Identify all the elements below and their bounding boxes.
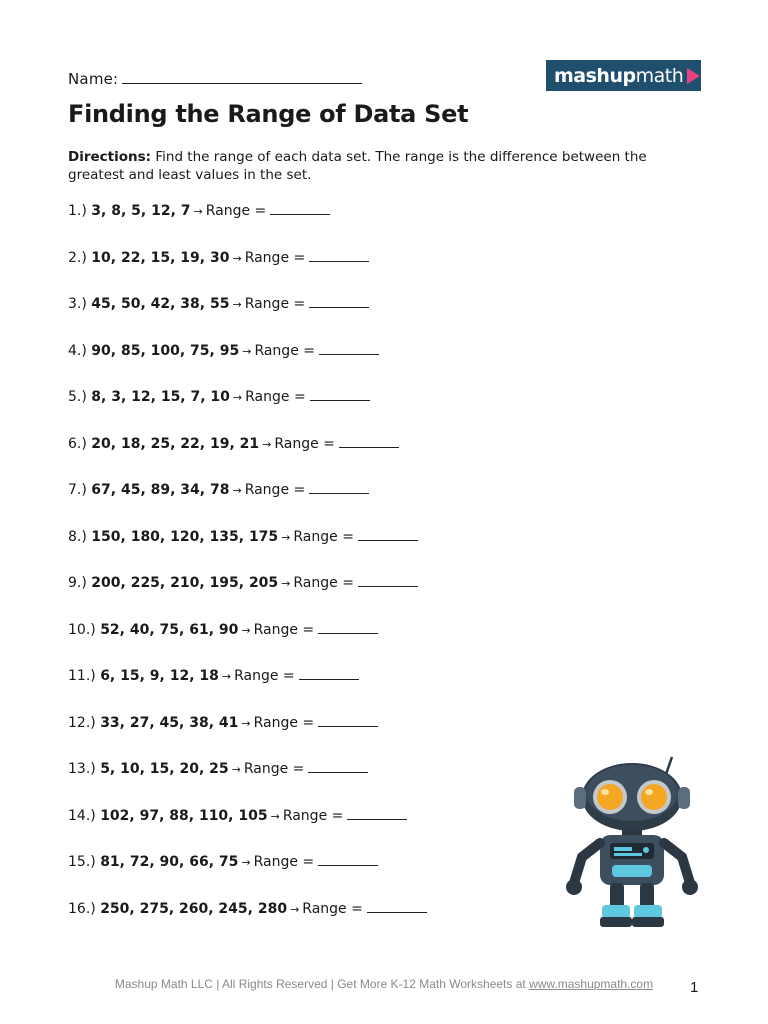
answer-blank[interactable] (319, 342, 379, 355)
problem-number: 6.) (68, 435, 87, 452)
problem-number: 8.) (68, 528, 87, 545)
arrow-icon: → (242, 344, 252, 358)
problem-number: 14.) (68, 807, 96, 824)
answer-blank[interactable] (309, 481, 369, 494)
arrow-icon: → (241, 856, 251, 869)
arrow-icon: → (232, 298, 242, 311)
problem-values: 150, 180, 120, 135, 175 (91, 528, 279, 545)
problem-item (68, 853, 427, 900)
problem-number: 10.) (68, 621, 96, 638)
arrow-icon: → (241, 716, 251, 730)
arrow-icon: → (193, 205, 203, 218)
problem-values: 10, 22, 15, 19, 30 (91, 249, 230, 266)
problem-number: 11.) (68, 668, 96, 684)
robot-illustration (560, 755, 710, 935)
range-label: Range = (244, 482, 306, 498)
problem-item (68, 481, 427, 528)
problem-number: 16.) (68, 900, 96, 917)
robot-arm-left (574, 843, 600, 883)
name-blank[interactable] (122, 70, 362, 84)
problem-values: 250, 275, 260, 245, 280 (100, 900, 288, 917)
problem-number: 15.) (68, 854, 96, 870)
range-label: Range = (243, 761, 305, 777)
answer-blank[interactable] (367, 900, 427, 913)
arrow-icon: → (262, 437, 272, 451)
robot-ear-right (678, 787, 690, 809)
directions-label: Directions: (68, 149, 152, 165)
problem-item (68, 900, 427, 947)
logo-bold: mashup (554, 64, 636, 87)
arrow-icon: → (221, 670, 232, 683)
problem-item (68, 388, 427, 435)
range-label: Range = (254, 342, 315, 359)
name-field-line (68, 70, 362, 88)
arrow-icon: → (281, 577, 291, 590)
range-label: Range = (205, 203, 267, 219)
arrow-icon: → (241, 623, 251, 637)
play-triangle-icon (687, 68, 700, 84)
problem-values: 33, 27, 45, 38, 41 (100, 714, 239, 731)
problem-values: 52, 40, 75, 61, 90 (100, 621, 239, 638)
problem-item (68, 295, 427, 342)
problem-item (68, 807, 427, 854)
arrow-icon: → (232, 391, 243, 404)
range-label: Range = (253, 854, 315, 870)
footer (0, 977, 768, 991)
problem-values: 102, 97, 88, 110, 105 (100, 807, 268, 824)
problem-number: 3.) (68, 296, 87, 312)
range-label: Range = (245, 389, 306, 405)
answer-blank[interactable] (318, 621, 378, 634)
problem-number: 7.) (68, 482, 87, 498)
problem-values: 8, 3, 12, 15, 7, 10 (91, 389, 230, 405)
arrow-icon: → (290, 902, 300, 916)
answer-blank[interactable] (358, 528, 418, 541)
range-label: Range = (253, 714, 315, 731)
logo-regular: math (635, 64, 684, 87)
range-label: Range = (293, 528, 354, 545)
range-label: Range = (244, 296, 306, 312)
problem-item (68, 714, 427, 761)
problem-values: 81, 72, 90, 66, 75 (100, 854, 239, 870)
answer-blank[interactable] (308, 760, 368, 773)
problem-number: 1.) (68, 203, 87, 219)
problem-values: 45, 50, 42, 38, 55 (91, 296, 230, 312)
problem-values: 20, 18, 25, 22, 19, 21 (91, 435, 260, 452)
range-label: Range = (302, 900, 363, 917)
problem-values: 6, 15, 9, 12, 18 (100, 668, 219, 684)
problem-item (68, 202, 427, 249)
mashup-math-logo (546, 60, 701, 91)
arrow-icon: → (281, 530, 291, 544)
range-label: Range = (274, 435, 335, 452)
answer-blank[interactable] (318, 714, 378, 727)
logo-text (554, 65, 683, 87)
problem-number: 2.) (68, 249, 87, 266)
arrow-icon: → (231, 763, 241, 776)
problem-number: 13.) (68, 761, 96, 777)
arrow-icon: → (232, 484, 242, 497)
answer-blank[interactable] (299, 667, 359, 680)
answer-blank[interactable] (339, 435, 399, 448)
answer-blank[interactable] (309, 249, 369, 262)
problem-item (68, 342, 427, 389)
answer-blank[interactable] (347, 807, 407, 820)
robot-ear-left (574, 787, 586, 809)
problem-values: 200, 225, 210, 195, 205 (91, 575, 279, 591)
range-label: Range = (234, 668, 295, 684)
range-label: Range = (253, 621, 315, 638)
arrow-icon: → (270, 809, 280, 823)
robot-body (600, 835, 664, 885)
problem-number: 12.) (68, 714, 96, 731)
answer-blank[interactable] (318, 853, 378, 866)
problem-item (68, 574, 427, 621)
directions-text: Find the range of each data set. The range is the difference between the greatest and least values in the set. (68, 149, 647, 183)
problem-values: 5, 10, 15, 20, 25 (100, 761, 229, 777)
problem-values: 67, 45, 89, 34, 78 (91, 482, 230, 498)
problem-values: 90, 85, 100, 75, 95 (91, 342, 240, 359)
name-label: Name: (68, 70, 119, 88)
problem-values: 3, 8, 5, 12, 7 (91, 203, 191, 219)
problem-item (68, 528, 427, 575)
robot-arm-right (664, 843, 690, 883)
problem-item (68, 621, 427, 668)
answer-blank[interactable] (270, 202, 330, 215)
answer-blank[interactable] (310, 388, 370, 401)
range-label: Range = (244, 249, 306, 266)
footer-link[interactable]: www.mashupmath.com (529, 977, 654, 991)
footer-text: Mashup Math LLC | All Rights Reserved | Get More K-12 Math Worksheets at (114, 977, 530, 991)
problem-item (68, 667, 427, 714)
answer-blank[interactable] (309, 295, 369, 308)
problem-list (68, 202, 427, 946)
problem-number: 9.) (68, 575, 87, 591)
problem-item (68, 760, 427, 807)
answer-blank[interactable] (358, 574, 418, 587)
directions (68, 148, 668, 184)
problem-item (68, 249, 427, 296)
page-title: Finding the Range of Data Set (68, 100, 469, 128)
range-label: Range = (293, 575, 354, 591)
page-number: 1 (690, 979, 699, 996)
problem-number: 4.) (68, 342, 87, 359)
problem-item (68, 435, 427, 482)
arrow-icon: → (232, 251, 242, 265)
range-label: Range = (282, 807, 344, 824)
problem-number: 5.) (68, 389, 87, 405)
